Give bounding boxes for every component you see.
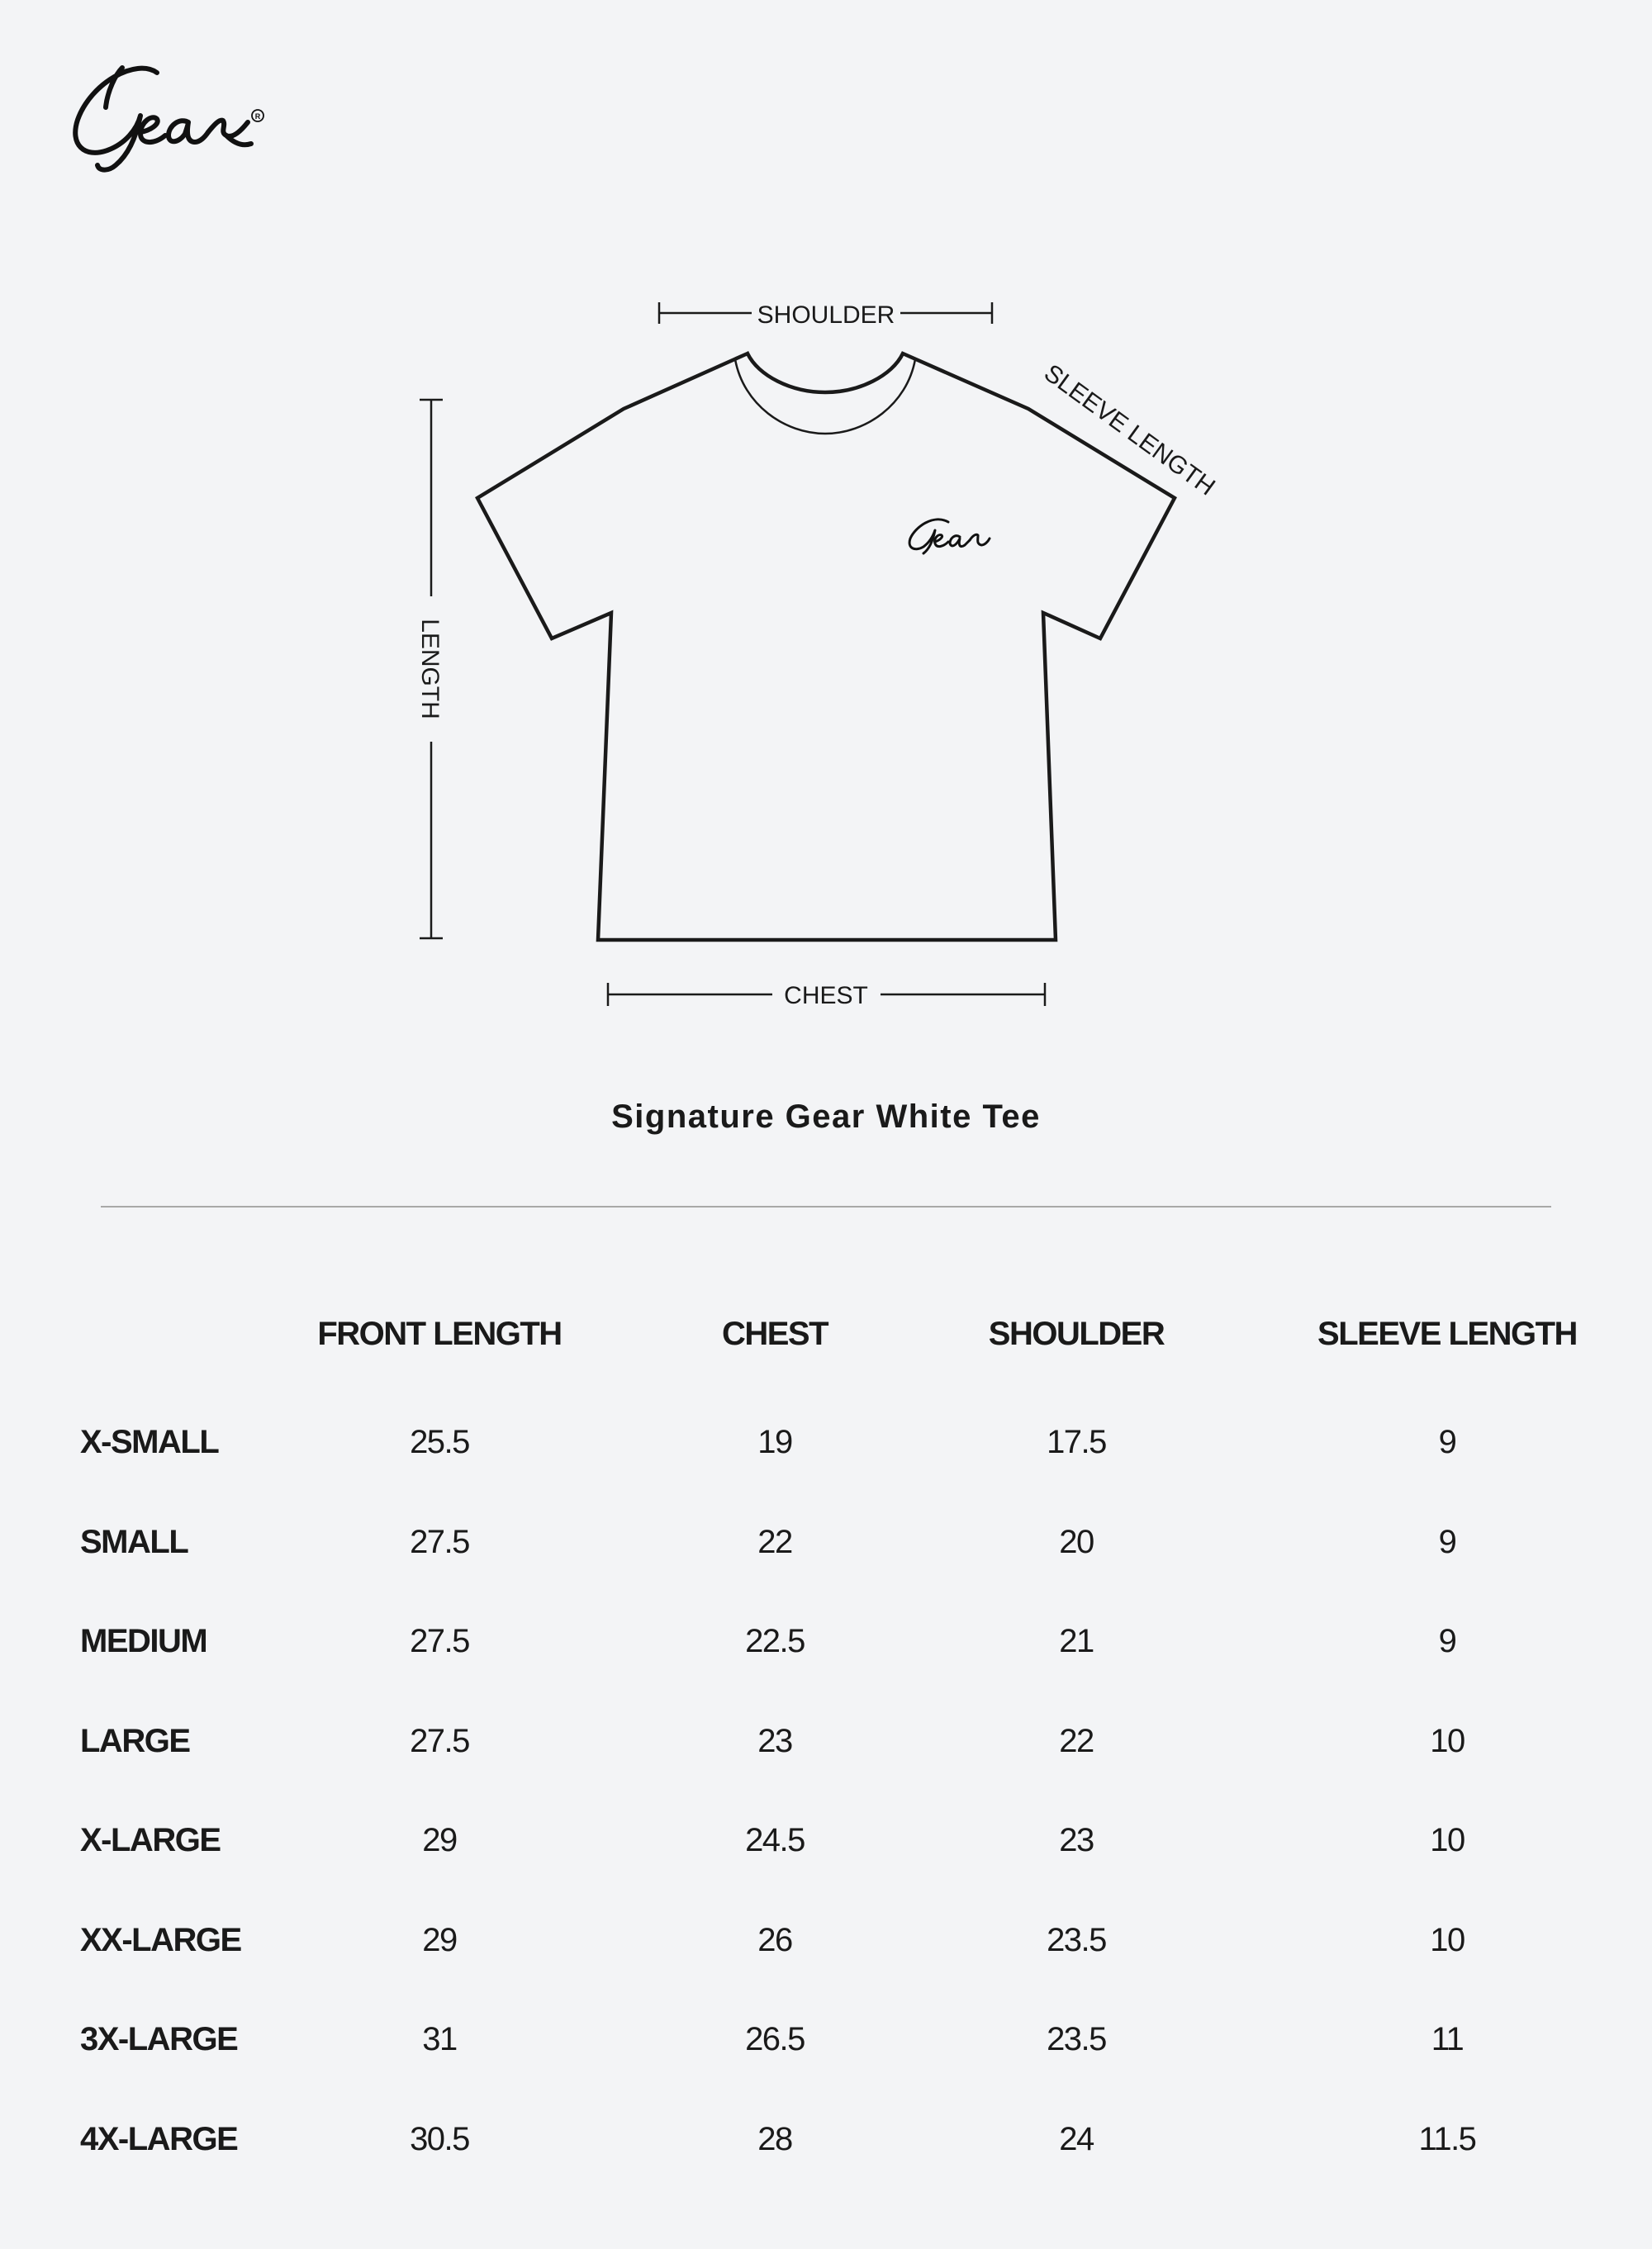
sleeve-length-value: 9 xyxy=(1438,1623,1456,1659)
chest-value: 22.5 xyxy=(745,1623,805,1659)
size-label: X-LARGE xyxy=(80,1822,221,1858)
length-label: LENGTH xyxy=(416,619,444,719)
shoulder-value: 21 xyxy=(1059,1623,1094,1659)
size-label: 3X-LARGE xyxy=(80,2021,238,2057)
table-row xyxy=(0,1700,1652,1782)
chest-value: 24.5 xyxy=(745,1822,805,1858)
shoulder-value: 23.5 xyxy=(1047,1922,1106,1958)
chest-value: 19 xyxy=(757,1424,792,1460)
front-length-value: 31 xyxy=(422,2021,457,2057)
front-length-value: 30.5 xyxy=(410,2121,469,2157)
shoulder-value: 22 xyxy=(1059,1723,1094,1759)
front-length-value: 29 xyxy=(422,1822,457,1858)
column-header-front-length: FRONT LENGTH xyxy=(317,1316,562,1352)
sleeve-length-value: 11.5 xyxy=(1418,2121,1476,2157)
sleeve-length-value: 9 xyxy=(1438,1424,1456,1460)
sleeve-length-value: 9 xyxy=(1438,1524,1456,1560)
sleeve-length-value: 10 xyxy=(1430,1723,1464,1759)
front-length-value: 25.5 xyxy=(410,1424,469,1460)
sleeve-length-label: SLEEVE LENGTH xyxy=(1038,358,1220,501)
size-label: LARGE xyxy=(80,1723,190,1759)
divider xyxy=(101,1206,1551,1208)
chest-label: CHEST xyxy=(784,982,868,1009)
size-label: SMALL xyxy=(80,1524,188,1560)
tshirt-measurement-diagram xyxy=(0,0,1652,1090)
svg-text:R: R xyxy=(254,112,261,121)
shoulder-value: 23.5 xyxy=(1047,2021,1106,2057)
shoulder-value: 17.5 xyxy=(1047,1424,1106,1460)
front-length-value: 27.5 xyxy=(410,1623,469,1659)
column-header-sleeve-length: SLEEVE LENGTH xyxy=(1317,1316,1577,1352)
chest-logo xyxy=(909,520,990,553)
product-title: Signature Gear White Tee xyxy=(611,1098,1041,1135)
front-length-value: 27.5 xyxy=(410,1723,469,1759)
chest-value: 28 xyxy=(757,2121,792,2157)
shoulder-value: 20 xyxy=(1059,1524,1094,1560)
size-label: X-SMALL xyxy=(80,1424,219,1460)
shoulder-label: SHOULDER xyxy=(757,301,895,329)
column-header-shoulder: SHOULDER xyxy=(988,1316,1165,1352)
front-length-value: 27.5 xyxy=(410,1524,469,1560)
table-row xyxy=(0,1799,1652,1881)
sleeve-length-value: 11 xyxy=(1431,2021,1464,2057)
chest-value: 22 xyxy=(757,1524,792,1560)
front-length-value: 29 xyxy=(422,1922,457,1958)
chest-value: 23 xyxy=(757,1723,792,1759)
table-row xyxy=(0,2098,1652,2180)
table-row xyxy=(0,1600,1652,1682)
sleeve-length-value: 10 xyxy=(1430,1922,1464,1958)
shoulder-value: 23 xyxy=(1059,1822,1094,1858)
table-row xyxy=(0,1501,1652,1583)
shoulder-value: 24 xyxy=(1059,2121,1094,2157)
sleeve-length-value: 10 xyxy=(1430,1822,1464,1858)
size-label: 4X-LARGE xyxy=(80,2121,238,2157)
chest-value: 26.5 xyxy=(745,2021,805,2057)
column-header-chest: CHEST xyxy=(721,1316,828,1352)
tshirt-outline xyxy=(477,353,1175,940)
table-row xyxy=(0,1899,1652,1981)
size-chart-table xyxy=(0,1297,1652,2180)
size-label: MEDIUM xyxy=(80,1623,207,1659)
chest-value: 26 xyxy=(757,1922,792,1958)
size-label: XX-LARGE xyxy=(80,1922,241,1958)
table-row xyxy=(0,1998,1652,2081)
table-row xyxy=(0,1401,1652,1483)
